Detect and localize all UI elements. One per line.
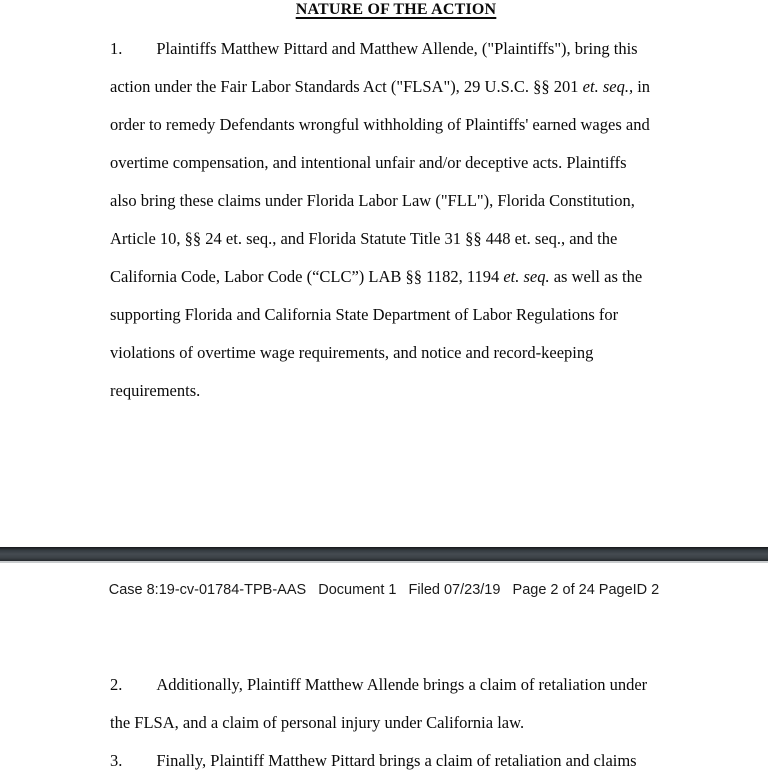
- paragraph-1: [110, 30, 695, 410]
- doc-text-segment: as well as the: [549, 267, 643, 286]
- doc-text-segment: supporting Florida and California State Department of Labor Regulations for: [110, 305, 619, 324]
- doc-line: [110, 220, 695, 258]
- doc-text-segment: order to remedy Defendants wrongful withholding of Plaintiffs' earned wages and: [110, 115, 650, 134]
- doc-line: [110, 372, 695, 410]
- doc-line: [110, 258, 695, 296]
- doc-text-segment: 1.: [110, 39, 123, 58]
- doc-text-segment: overtime compensation, and intentional unfair and/or deceptive acts. Plaintiffs: [110, 153, 627, 172]
- doc-line: [110, 704, 695, 742]
- case-stamp-header: Case 8:19-cv-01784-TPB-AAS Document 1 Filed 07/23/19 Page 2 of 24 PageID 2: [108, 582, 660, 598]
- doc-line: [110, 296, 695, 334]
- paragraphs-2-and-3: [110, 666, 695, 780]
- doc-text-segment: in: [633, 77, 651, 96]
- doc-text-segment: the FLSA, and a claim of personal injury under California law.: [110, 713, 525, 732]
- doc-text-segment: violations of overtime wage requirements, and notice and record-keeping: [110, 343, 594, 362]
- doc-line: [110, 334, 695, 372]
- doc-text-segment: Finally, Plaintiff Matthew Pittard brings a claim of retaliation and claims: [156, 751, 637, 770]
- doc-text-segment: et. seq.,: [582, 77, 634, 96]
- page-separator-bar: [0, 547, 768, 563]
- doc-text-segment: 2.: [110, 675, 123, 694]
- doc-text-segment: 3.: [110, 751, 123, 770]
- doc-line: [110, 106, 695, 144]
- doc-line: [110, 182, 695, 220]
- section-heading-nature-of-the-action: NATURE OF THE ACTION: [295, 1, 497, 18]
- doc-line: [110, 68, 695, 106]
- doc-text-segment: action under the Fair Labor Standards Act ("FLSA"), 29 U.S.C. §§ 201: [110, 77, 583, 96]
- doc-text-segment: Plaintiffs Matthew Pittard and Matthew Allende, ("Plaintiffs"), bring this: [156, 39, 638, 58]
- doc-line: [110, 666, 695, 704]
- doc-line: [110, 144, 695, 182]
- doc-line: [110, 30, 695, 68]
- doc-text-segment: requirements.: [110, 381, 201, 400]
- doc-line: [110, 742, 695, 780]
- doc-text-segment: California Code, Labor Code (“CLC”) LAB §§ 1182, 1194: [110, 267, 504, 286]
- doc-text-segment: also bring these claims under Florida Labor Law ("FLL"), Florida Constitution,: [110, 191, 635, 210]
- doc-text-segment: Article 10, §§ 24 et. seq., and Florida Statute Title 31 §§ 448 et. seq., and the: [110, 229, 618, 248]
- doc-text-segment: Additionally, Plaintiff Matthew Allende brings a claim of retaliation under: [156, 675, 648, 694]
- doc-text-segment: et. seq.: [503, 267, 550, 286]
